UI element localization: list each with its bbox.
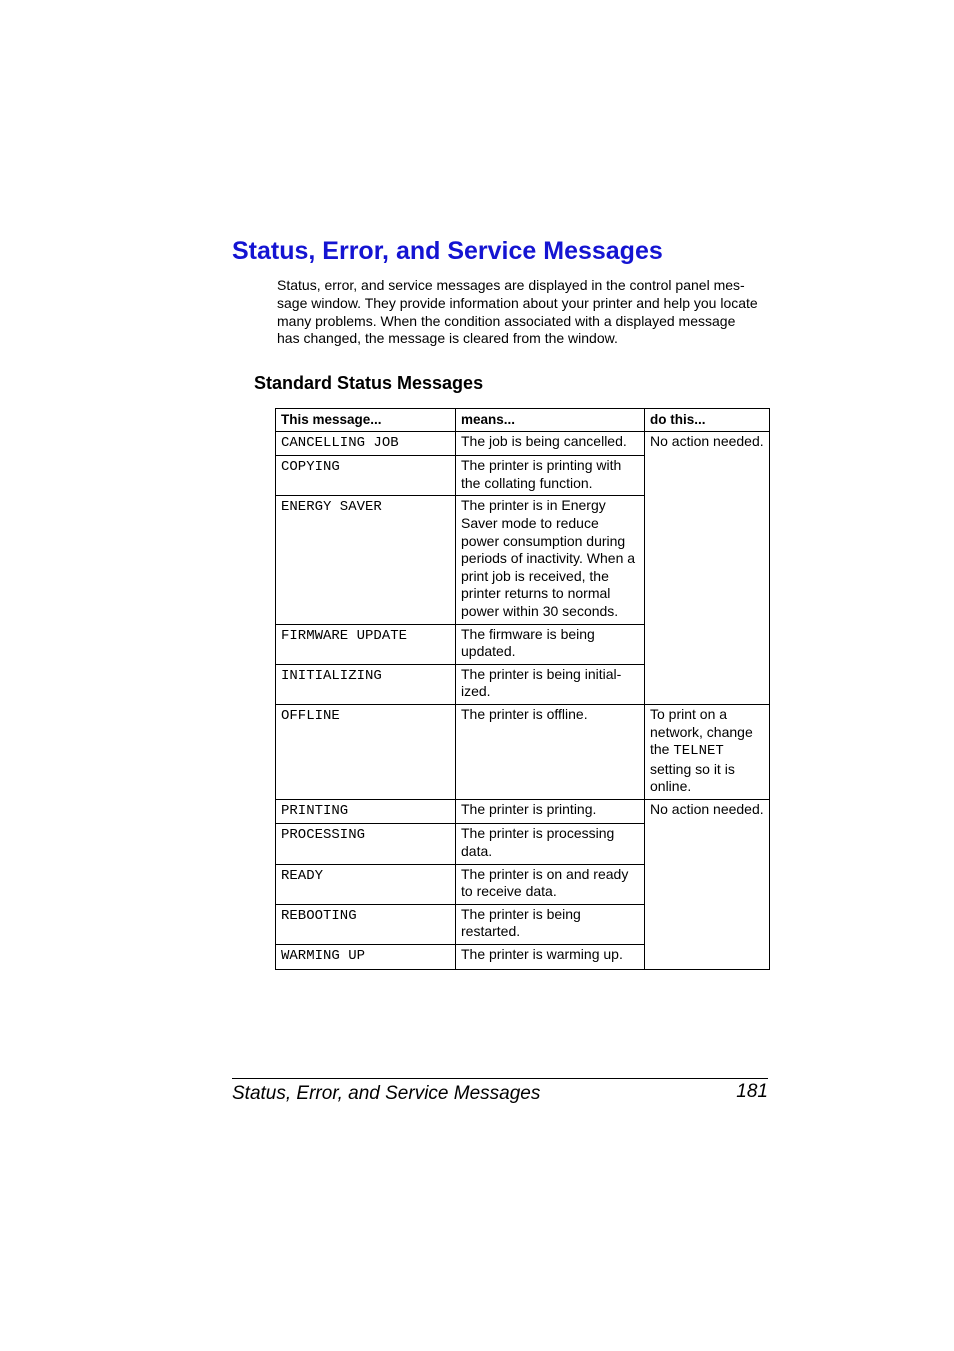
message-code: WARMING UP [276, 945, 456, 970]
header-means: means... [456, 409, 645, 432]
message-meaning: The printer is being initial- ized. [456, 664, 645, 704]
message-meaning: The printer is processing data. [456, 824, 645, 864]
message-meaning: The printer is in Energy Saver mode to reduce power consumption during periods of inactivity. When a print job is received, the printer returns to normal power within 30 seconds. [456, 496, 645, 624]
action-cell: No action needed. [645, 799, 770, 969]
page-number: 181 [736, 1081, 768, 1102]
message-code: PRINTING [276, 799, 456, 824]
header-do-this: do this... [645, 409, 770, 432]
status-messages-table [275, 408, 770, 970]
section-title: Standard Status Messages [254, 373, 484, 393]
message-meaning: The printer is being restarted. [456, 904, 645, 944]
message-code: PROCESSING [276, 824, 456, 864]
intro-paragraph [277, 277, 777, 348]
message-code: ENERGY SAVER [276, 496, 456, 624]
table-row [276, 431, 770, 456]
message-code: READY [276, 864, 456, 904]
message-code: FIRMWARE UPDATE [276, 624, 456, 664]
message-code: COPYING [276, 456, 456, 496]
message-meaning: The printer is printing. [456, 799, 645, 824]
message-code: OFFLINE [276, 704, 456, 799]
footer-title: Status, Error, and Service Messages [232, 1083, 541, 1104]
intro-line: sage window. They provide information about your printer and help you locate [277, 294, 758, 311]
intro-line: Status, error, and service messages are displayed in the control panel mes- [277, 277, 745, 293]
action-cell: No action needed. [645, 431, 770, 704]
message-meaning: The printer is warming up. [456, 945, 645, 970]
intro-line: many problems. When the condition associated with a displayed message [277, 312, 736, 329]
table-header-row [276, 409, 770, 432]
table-row [276, 799, 770, 824]
page-title: Status, Error, and Service Messages [232, 237, 663, 265]
footer-divider [232, 1078, 768, 1079]
message-meaning: The printer is printing with the collating function. [456, 456, 645, 496]
message-meaning: The printer is on and ready to receive data. [456, 864, 645, 904]
message-meaning: The firmware is being updated. [456, 624, 645, 664]
intro-line: has changed, the message is cleared from the window. [277, 330, 618, 347]
message-code: REBOOTING [276, 904, 456, 944]
action-cell: To print on a network, change the TELNET setting so it is online. [645, 704, 770, 799]
message-meaning: The job is being cancelled. [456, 431, 645, 456]
table-row [276, 704, 770, 799]
message-code: CANCELLING JOB [276, 431, 456, 456]
message-meaning: The printer is offline. [456, 704, 645, 799]
header-message: This message... [276, 409, 456, 432]
message-code: INITIALIZING [276, 664, 456, 704]
